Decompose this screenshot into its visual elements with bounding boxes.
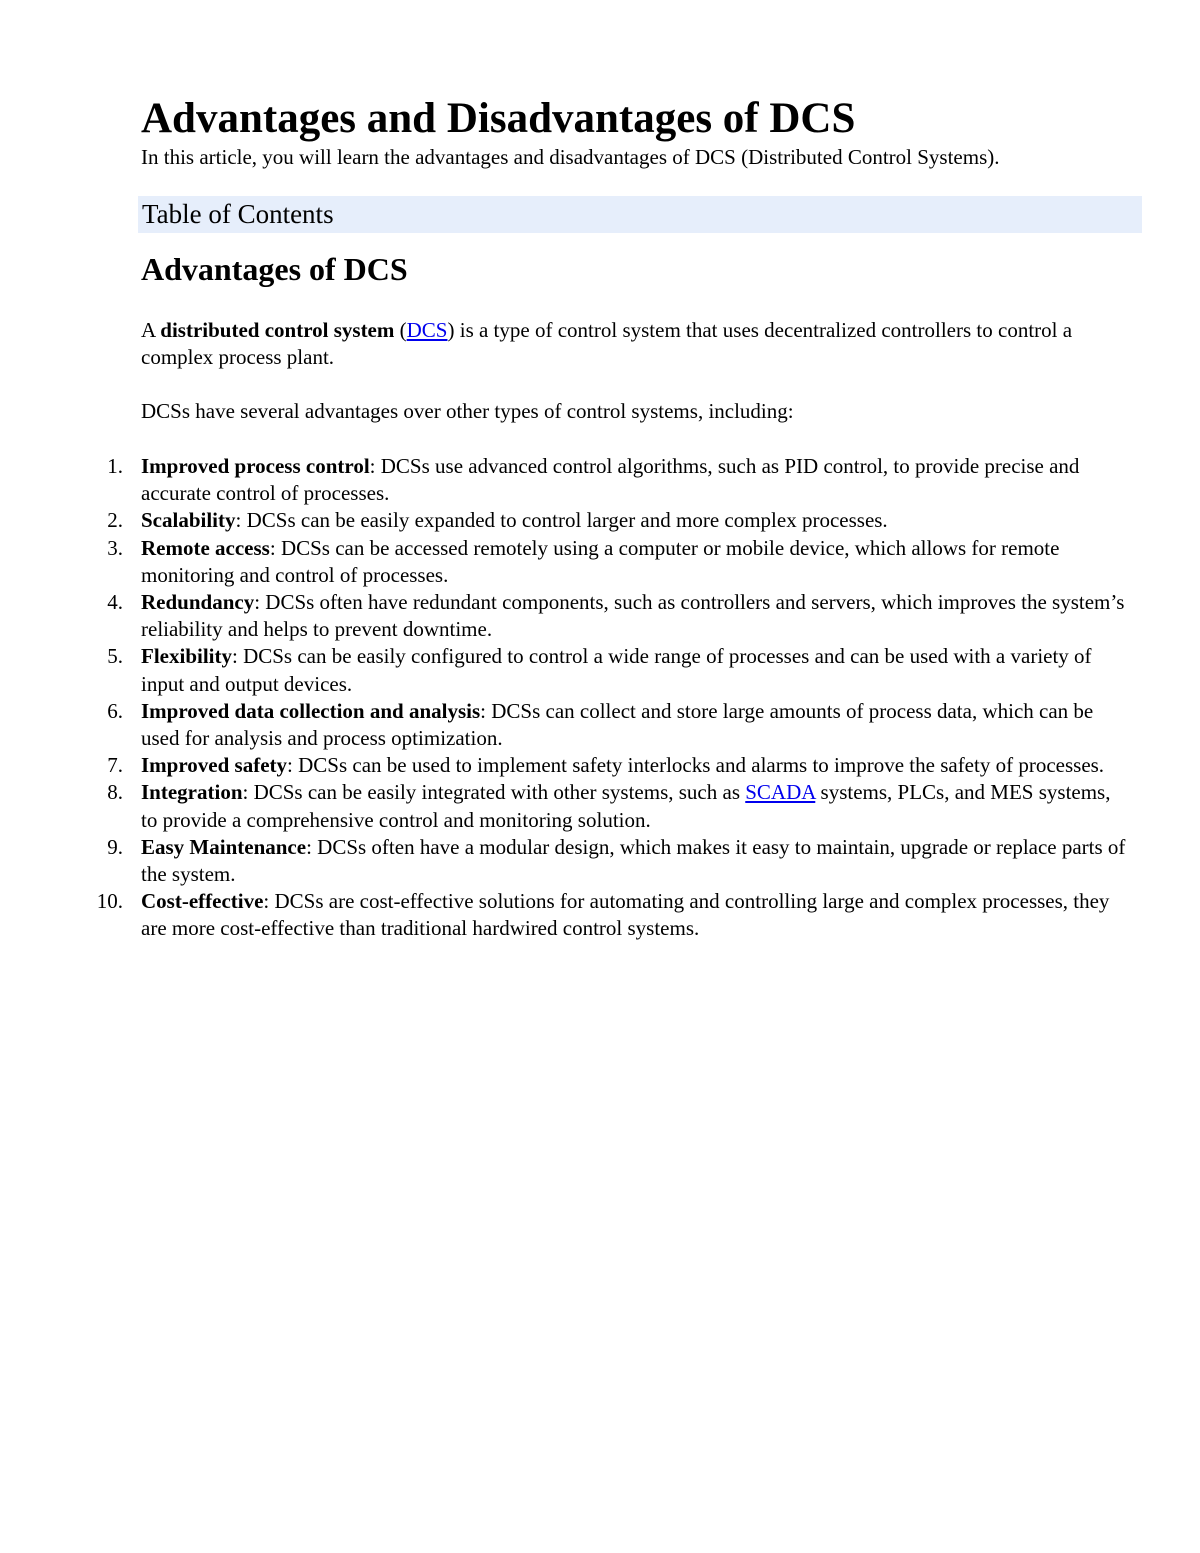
list-item-term: Scalability <box>141 508 236 533</box>
page-subtitle: In this article, you will learn the advantages and disadvantages of DCS (Distributed Control Systems). <box>141 145 1000 169</box>
list-item-number: 3. <box>107 535 123 560</box>
list-item <box>0 453 1128 507</box>
list-item-term: Improved data collection and analysis <box>141 698 481 723</box>
list-item-number: 8. <box>107 780 123 805</box>
intro-paren-open: ( <box>394 318 407 342</box>
table-of-contents[interactable] <box>138 196 1142 233</box>
dcs-link[interactable]: DCS <box>406 318 448 342</box>
page-title: Advantages and Disadvantages of DCS <box>141 95 856 142</box>
list-item-number: 9. <box>107 834 123 859</box>
list-item-term: Improved process control <box>141 454 370 478</box>
list-item-text: : DCSs can collect and store large amounts of process data, which can be used for analysis and process optimization. <box>141 698 1094 751</box>
intro-paragraph <box>141 317 1126 371</box>
list-item-text-after: systems, PLCs, and MES systems, to provide a comprehensive control and monitoring solution. <box>141 780 1111 832</box>
list-item <box>0 779 1128 833</box>
list-item <box>0 535 1128 589</box>
section-heading: Advantages of DCS <box>141 251 408 287</box>
list-item-term: Flexibility <box>141 644 232 669</box>
intro-bold-term: distributed control system <box>160 318 395 342</box>
list-item-number: 1. <box>107 454 123 478</box>
advantages-list <box>0 453 1128 943</box>
list-item-number: 4. <box>107 590 123 615</box>
list-item-term: Easy Maintenance <box>141 834 307 859</box>
lead-in-paragraph: DCSs have several advantages over other types of control systems, including: <box>141 399 794 423</box>
list-item-number: 6. <box>107 698 123 723</box>
list-item-term: Improved safety <box>141 753 288 778</box>
list-item <box>0 589 1128 643</box>
list-item <box>0 698 1128 752</box>
intro-paren-close: ) <box>447 318 455 342</box>
list-item-term: Cost-effective <box>141 889 264 914</box>
list-item-number: 5. <box>107 644 123 669</box>
list-item-term: Remote access <box>141 535 270 560</box>
list-item-text: : DCSs often have a modular design, which makes it easy to maintain, upgrade or replace parts of the system. <box>141 834 1126 887</box>
intro-prefix: A <box>141 318 161 342</box>
list-item <box>0 752 1128 779</box>
list-item-text: : DCSs can be easily configured to control a wide range of processes and can be used with a variety of input and output devices. <box>141 644 1092 696</box>
toc-label[interactable]: Table of Contents <box>142 199 334 229</box>
list-item <box>0 643 1128 697</box>
list-item-text-before: : DCSs can be easily integrated with other systems, such as <box>242 780 746 805</box>
list-item-term: Redundancy <box>141 590 255 615</box>
list-item <box>0 834 1128 888</box>
list-item-text: : DCSs can be used to implement safety interlocks and alarms to improve the safety of processes. <box>287 753 1105 778</box>
list-item-text: : DCSs use advanced control algorithms, such as PID control, to provide precise and accurate control of processes. <box>141 454 1080 506</box>
list-item-number: 7. <box>107 753 123 778</box>
list-item-text: : DCSs often have redundant components, such as controllers and servers, which improves the system’s reliability and helps to prevent downtime. <box>141 590 1125 642</box>
list-item-text: : DCSs are cost-effective solutions for automating and controlling large and complex processes, they are more cost-effective than traditional hardwired control systems. <box>141 889 1110 941</box>
list-item-number: 10. <box>96 889 123 914</box>
list-item-text: : DCSs can be accessed remotely using a computer or mobile device, which allows for remote monitoring and control of processes. <box>141 535 1060 587</box>
list-item-number: 2. <box>107 508 123 533</box>
list-item <box>0 507 1128 534</box>
scada-link[interactable]: SCADA <box>745 780 816 805</box>
list-item-term: Integration <box>141 780 243 805</box>
intro-rest: is a type of control system that uses decentralized controllers to control a complex process plant. <box>141 318 1073 369</box>
list-item-text: : DCSs can be easily expanded to control larger and more complex processes. <box>235 508 888 533</box>
list-item <box>0 888 1128 942</box>
